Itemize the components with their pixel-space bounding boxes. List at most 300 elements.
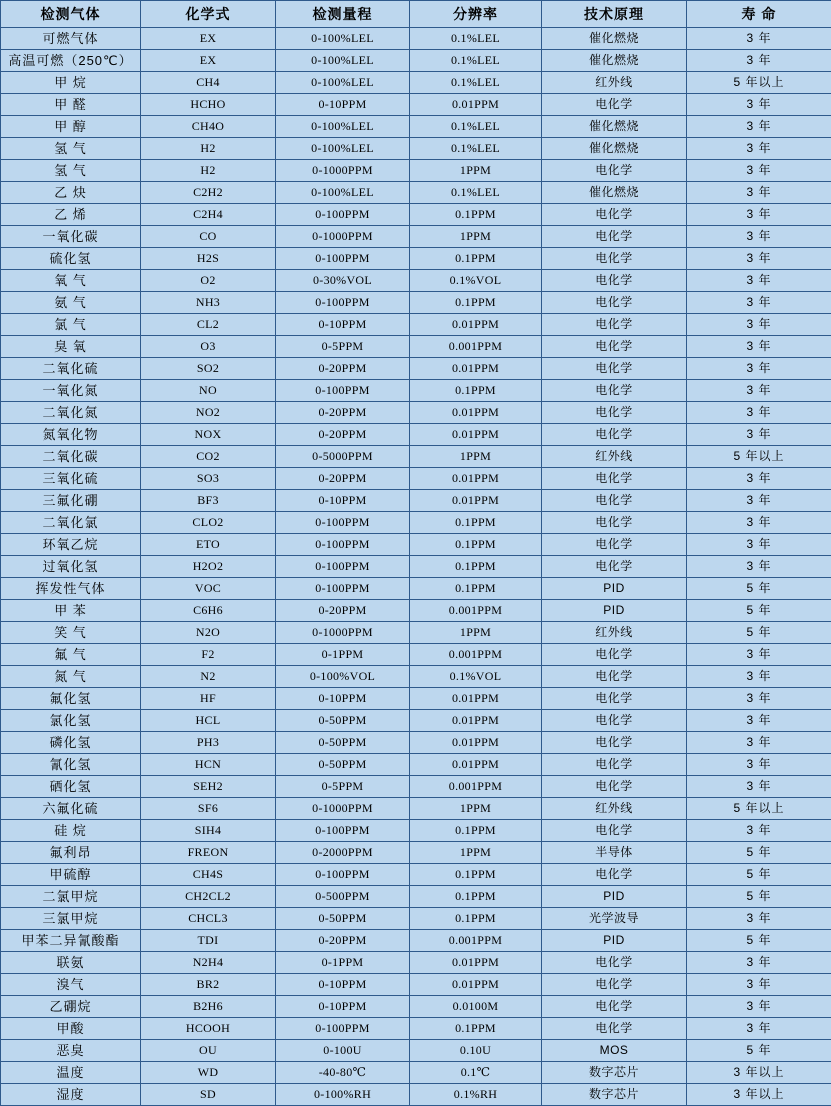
table-cell: 0-100PPM (276, 820, 410, 842)
table-cell: 0-100%RH (276, 1084, 410, 1106)
table-cell: 氰化氢 (1, 754, 141, 776)
table-cell: 0-100PPM (276, 248, 410, 270)
table-cell: NO2 (141, 402, 276, 424)
table-row (1, 732, 831, 754)
table-cell: 甲苯二异氰酸酯 (1, 930, 141, 952)
table-cell: 0-1000PPM (276, 622, 410, 644)
table-row (1, 644, 831, 666)
table-cell: N2 (141, 666, 276, 688)
table-cell: 0-100PPM (276, 204, 410, 226)
table-cell: 0.1℃ (410, 1062, 542, 1084)
table-cell: 甲 苯 (1, 600, 141, 622)
table-cell: NO (141, 380, 276, 402)
table-cell: 0-100%VOL (276, 666, 410, 688)
table-cell: 二氧化氯 (1, 512, 141, 534)
table-cell: 电化学 (542, 710, 687, 732)
table-cell: 0-50PPM (276, 710, 410, 732)
table-cell: 氟 气 (1, 644, 141, 666)
column-header-gas: 检测气体 (1, 1, 141, 28)
table-row (1, 622, 831, 644)
table-cell: 3 年 (687, 490, 831, 512)
table-cell: 二氯甲烷 (1, 886, 141, 908)
table-cell: H2S (141, 248, 276, 270)
table-header (1, 1, 831, 28)
table-cell: 0.1PPM (410, 908, 542, 930)
table-cell: 0-20PPM (276, 358, 410, 380)
table-row (1, 1018, 831, 1040)
table-cell: 电化学 (542, 534, 687, 556)
table-cell: 0.1%LEL (410, 50, 542, 72)
table-row (1, 28, 831, 50)
table-cell: 3 年 (687, 666, 831, 688)
table-cell: 0-20PPM (276, 468, 410, 490)
table-row (1, 930, 831, 952)
table-cell: 3 年 (687, 776, 831, 798)
table-cell: 氢 气 (1, 138, 141, 160)
table-row (1, 248, 831, 270)
table-cell: 0-100%LEL (276, 182, 410, 204)
header-row (1, 1, 831, 28)
table-row (1, 864, 831, 886)
table-cell: 0-100%LEL (276, 50, 410, 72)
table-cell: 3 年 (687, 292, 831, 314)
table-cell: 0.1%LEL (410, 28, 542, 50)
table-cell: 挥发性气体 (1, 578, 141, 600)
table-cell: 3 年 (687, 424, 831, 446)
table-cell: 0.10U (410, 1040, 542, 1062)
table-cell: SF6 (141, 798, 276, 820)
table-cell: 0.1%LEL (410, 116, 542, 138)
table-row (1, 490, 831, 512)
table-cell: 催化燃烧 (542, 138, 687, 160)
table-cell: 电化学 (542, 336, 687, 358)
table-cell: 3 年以上 (687, 1084, 831, 1106)
table-cell: CO (141, 226, 276, 248)
table-cell: PH3 (141, 732, 276, 754)
table-cell: 0.01PPM (410, 468, 542, 490)
table-cell: 电化学 (542, 292, 687, 314)
table-cell: C2H2 (141, 182, 276, 204)
table-cell: 0.01PPM (410, 688, 542, 710)
table-cell: 氮氧化物 (1, 424, 141, 446)
table-cell: WD (141, 1062, 276, 1084)
table-cell: 0-10PPM (276, 94, 410, 116)
table-row (1, 688, 831, 710)
table-cell: 3 年 (687, 270, 831, 292)
table-cell: 0.1PPM (410, 578, 542, 600)
table-cell: 0.001PPM (410, 776, 542, 798)
table-row (1, 402, 831, 424)
table-row (1, 94, 831, 116)
table-cell: 0.001PPM (410, 600, 542, 622)
table-cell: 0-100PPM (276, 556, 410, 578)
table-row (1, 974, 831, 996)
table-cell: 过氧化氢 (1, 556, 141, 578)
table-cell: 电化学 (542, 204, 687, 226)
table-cell: 0.01PPM (410, 424, 542, 446)
table-cell: 1PPM (410, 798, 542, 820)
table-cell: 可燃气体 (1, 28, 141, 50)
table-cell: 3 年 (687, 182, 831, 204)
table-cell: 3 年 (687, 468, 831, 490)
table-cell: 5 年 (687, 886, 831, 908)
table-cell: HCL (141, 710, 276, 732)
table-cell: 电化学 (542, 314, 687, 336)
table-cell: 硒化氢 (1, 776, 141, 798)
table-cell: C6H6 (141, 600, 276, 622)
table-row (1, 424, 831, 446)
table-cell: N2O (141, 622, 276, 644)
table-cell: 0-10PPM (276, 974, 410, 996)
table-cell: FREON (141, 842, 276, 864)
table-cell: 0-5PPM (276, 776, 410, 798)
table-cell: 3 年 (687, 1018, 831, 1040)
table-cell: 3 年 (687, 336, 831, 358)
table-cell: 1PPM (410, 446, 542, 468)
table-cell: 笑 气 (1, 622, 141, 644)
table-cell: 0-100%LEL (276, 116, 410, 138)
table-cell: 电化学 (542, 864, 687, 886)
table-row (1, 952, 831, 974)
table-row (1, 380, 831, 402)
table-cell: 氧 气 (1, 270, 141, 292)
table-cell: 0-20PPM (276, 402, 410, 424)
table-cell: BF3 (141, 490, 276, 512)
table-row (1, 468, 831, 490)
table-cell: 电化学 (542, 754, 687, 776)
table-row (1, 116, 831, 138)
table-cell: 红外线 (542, 72, 687, 94)
table-cell: 六氟化硫 (1, 798, 141, 820)
table-cell: 0-1000PPM (276, 160, 410, 182)
table-cell: TDI (141, 930, 276, 952)
table-cell: 0-100PPM (276, 1018, 410, 1040)
table-cell: H2O2 (141, 556, 276, 578)
table-cell: 0.01PPM (410, 710, 542, 732)
table-row (1, 798, 831, 820)
table-cell: 二氧化碳 (1, 446, 141, 468)
table-cell: 磷化氢 (1, 732, 141, 754)
table-row (1, 1040, 831, 1062)
table-cell: 电化学 (542, 666, 687, 688)
table-cell: 3 年 (687, 226, 831, 248)
table-cell: NOX (141, 424, 276, 446)
table-cell: 0.01PPM (410, 732, 542, 754)
table-cell: HCOOH (141, 1018, 276, 1040)
table-cell: 0.001PPM (410, 644, 542, 666)
table-row (1, 160, 831, 182)
table-cell: 0-500PPM (276, 886, 410, 908)
table-cell: -40-80℃ (276, 1062, 410, 1084)
table-cell: 3 年 (687, 94, 831, 116)
table-cell: 1PPM (410, 226, 542, 248)
table-cell: OU (141, 1040, 276, 1062)
table-cell: 一氧化碳 (1, 226, 141, 248)
table-cell: 电化学 (542, 820, 687, 842)
table-cell: 甲 醇 (1, 116, 141, 138)
table-cell: 氯化氢 (1, 710, 141, 732)
table-cell: 3 年 (687, 512, 831, 534)
table-cell: N2H4 (141, 952, 276, 974)
table-row (1, 182, 831, 204)
table-cell: 0.01PPM (410, 490, 542, 512)
table-cell: 5 年 (687, 622, 831, 644)
table-cell: 0-50PPM (276, 754, 410, 776)
table-cell: EX (141, 28, 276, 50)
table-cell: 0-1PPM (276, 644, 410, 666)
table-cell: 温度 (1, 1062, 141, 1084)
table-body (1, 28, 831, 1106)
table-cell: 电化学 (542, 512, 687, 534)
table-cell: 0-10PPM (276, 688, 410, 710)
table-cell: 三氯甲烷 (1, 908, 141, 930)
table-cell: 0.1%RH (410, 1084, 542, 1106)
table-cell: 0-1PPM (276, 952, 410, 974)
table-cell: MOS (542, 1040, 687, 1062)
table-cell: 0.1PPM (410, 534, 542, 556)
table-cell: O2 (141, 270, 276, 292)
table-cell: 数字芯片 (542, 1062, 687, 1084)
table-cell: 0-20PPM (276, 424, 410, 446)
table-cell: 二氧化硫 (1, 358, 141, 380)
table-cell: 催化燃烧 (542, 182, 687, 204)
table-cell: 0-1000PPM (276, 226, 410, 248)
table-cell: CHCL3 (141, 908, 276, 930)
table-cell: 0-20PPM (276, 930, 410, 952)
table-cell: 恶臭 (1, 1040, 141, 1062)
table-row (1, 358, 831, 380)
table-cell: 0-30%VOL (276, 270, 410, 292)
table-cell: H2 (141, 160, 276, 182)
table-cell: PID (542, 886, 687, 908)
table-cell: 0.1PPM (410, 1018, 542, 1040)
table-cell: SD (141, 1084, 276, 1106)
table-cell: H2 (141, 138, 276, 160)
table-row (1, 226, 831, 248)
table-cell: 3 年以上 (687, 1062, 831, 1084)
table-cell: HF (141, 688, 276, 710)
table-cell: CH4S (141, 864, 276, 886)
table-cell: 0-100PPM (276, 512, 410, 534)
table-cell: 3 年 (687, 688, 831, 710)
table-cell: F2 (141, 644, 276, 666)
table-cell: 乙 炔 (1, 182, 141, 204)
table-row (1, 534, 831, 556)
table-cell: 0.01PPM (410, 402, 542, 424)
table-row (1, 754, 831, 776)
table-row (1, 578, 831, 600)
table-cell: 5 年 (687, 930, 831, 952)
table-cell: 氟化氢 (1, 688, 141, 710)
table-cell: 3 年 (687, 556, 831, 578)
table-cell: 0-100%LEL (276, 138, 410, 160)
table-cell: 3 年 (687, 380, 831, 402)
table-cell: 0.1PPM (410, 512, 542, 534)
column-header-lifetime: 寿 命 (687, 1, 831, 28)
column-header-principle: 技术原理 (542, 1, 687, 28)
table-cell: CH4 (141, 72, 276, 94)
table-cell: 电化学 (542, 688, 687, 710)
table-cell: 电化学 (542, 974, 687, 996)
table-cell: 催化燃烧 (542, 50, 687, 72)
table-cell: 高温可燃（250℃） (1, 50, 141, 72)
table-cell: 0-100PPM (276, 292, 410, 314)
table-cell: 0.01PPM (410, 314, 542, 336)
table-cell: 催化燃烧 (542, 116, 687, 138)
table-cell: 0-2000PPM (276, 842, 410, 864)
table-cell: 5 年 (687, 864, 831, 886)
table-cell: 催化燃烧 (542, 28, 687, 50)
table-cell: 溴气 (1, 974, 141, 996)
table-cell: 电化学 (542, 160, 687, 182)
table-cell: 甲 烷 (1, 72, 141, 94)
table-cell: 电化学 (542, 732, 687, 754)
table-cell: 0.1%VOL (410, 666, 542, 688)
table-row (1, 50, 831, 72)
table-cell: 3 年 (687, 314, 831, 336)
table-cell: 3 年 (687, 996, 831, 1018)
table-cell: 0-100%LEL (276, 28, 410, 50)
table-cell: 3 年 (687, 644, 831, 666)
table-cell: 0.0100M (410, 996, 542, 1018)
table-cell: 0-5000PPM (276, 446, 410, 468)
table-cell: 电化学 (542, 270, 687, 292)
table-cell: 0.1PPM (410, 556, 542, 578)
table-cell: 二氧化氮 (1, 402, 141, 424)
table-cell: 0.1%LEL (410, 182, 542, 204)
table-cell: 0-100PPM (276, 864, 410, 886)
table-cell: 氨 气 (1, 292, 141, 314)
table-cell: 3 年 (687, 138, 831, 160)
table-cell: SO3 (141, 468, 276, 490)
table-cell: 5 年 (687, 1040, 831, 1062)
table-cell: 0.1PPM (410, 864, 542, 886)
table-cell: HCN (141, 754, 276, 776)
table-cell: 0-10PPM (276, 314, 410, 336)
table-cell: 电化学 (542, 226, 687, 248)
table-cell: 0.01PPM (410, 952, 542, 974)
table-cell: PID (542, 930, 687, 952)
table-row (1, 270, 831, 292)
table-cell: 5 年以上 (687, 446, 831, 468)
table-cell: 电化学 (542, 380, 687, 402)
table-row (1, 72, 831, 94)
table-cell: 0-20PPM (276, 600, 410, 622)
table-cell: 0.001PPM (410, 930, 542, 952)
table-cell: 0.1PPM (410, 204, 542, 226)
table-cell: 3 年 (687, 534, 831, 556)
table-cell: 氮 气 (1, 666, 141, 688)
table-cell: 电化学 (542, 402, 687, 424)
table-cell: 0.1PPM (410, 820, 542, 842)
table-cell: 0.001PPM (410, 336, 542, 358)
table-cell: C2H4 (141, 204, 276, 226)
table-cell: 电化学 (542, 556, 687, 578)
table-cell: 5 年以上 (687, 72, 831, 94)
table-cell: 1PPM (410, 842, 542, 864)
table-cell: 0.01PPM (410, 94, 542, 116)
table-cell: SO2 (141, 358, 276, 380)
table-cell: 5 年以上 (687, 798, 831, 820)
table-cell: CL2 (141, 314, 276, 336)
table-cell: SEH2 (141, 776, 276, 798)
table-cell: 联氨 (1, 952, 141, 974)
table-cell: 0-5PPM (276, 336, 410, 358)
table-row (1, 996, 831, 1018)
table-cell: 0-10PPM (276, 996, 410, 1018)
table-cell: NH3 (141, 292, 276, 314)
table-cell: CO2 (141, 446, 276, 468)
table-cell: 光学波导 (542, 908, 687, 930)
table-cell: 0.1%LEL (410, 72, 542, 94)
table-row (1, 138, 831, 160)
table-cell: 电化学 (542, 358, 687, 380)
table-cell: 0-100PPM (276, 578, 410, 600)
table-cell: PID (542, 600, 687, 622)
table-cell: 电化学 (542, 776, 687, 798)
table-cell: 1PPM (410, 622, 542, 644)
table-cell: 3 年 (687, 754, 831, 776)
table-cell: EX (141, 50, 276, 72)
table-cell: 数字芯片 (542, 1084, 687, 1106)
table-cell: ETO (141, 534, 276, 556)
table-cell: 3 年 (687, 952, 831, 974)
table-row (1, 446, 831, 468)
table-cell: 0.1PPM (410, 380, 542, 402)
table-cell: CH2CL2 (141, 886, 276, 908)
table-cell: 甲酸 (1, 1018, 141, 1040)
table-cell: 电化学 (542, 94, 687, 116)
table-cell: 3 年 (687, 358, 831, 380)
table-cell: CH4O (141, 116, 276, 138)
table-cell: 三氧化硫 (1, 468, 141, 490)
table-row (1, 314, 831, 336)
table-cell: 0.1%LEL (410, 138, 542, 160)
table-cell: 0.1PPM (410, 886, 542, 908)
column-header-range: 检测量程 (276, 1, 410, 28)
table-cell: 电化学 (542, 996, 687, 1018)
table-cell: 0.01PPM (410, 754, 542, 776)
table-cell: 一氧化氮 (1, 380, 141, 402)
table-row (1, 886, 831, 908)
table-cell: 三氟化硼 (1, 490, 141, 512)
table-cell: 0-50PPM (276, 732, 410, 754)
table-cell: 硫化氢 (1, 248, 141, 270)
table-cell: 0.01PPM (410, 974, 542, 996)
table-cell: 5 年 (687, 578, 831, 600)
table-cell: 红外线 (542, 622, 687, 644)
table-cell: 甲硫醇 (1, 864, 141, 886)
table-row (1, 776, 831, 798)
table-cell: 3 年 (687, 710, 831, 732)
table-cell: O3 (141, 336, 276, 358)
table-cell: 0-100%LEL (276, 72, 410, 94)
table-row (1, 710, 831, 732)
table-cell: 1PPM (410, 160, 542, 182)
table-cell: 0.1%VOL (410, 270, 542, 292)
table-cell: 红外线 (542, 446, 687, 468)
table-cell: 0.01PPM (410, 358, 542, 380)
table-cell: VOC (141, 578, 276, 600)
table-row (1, 204, 831, 226)
table-cell: 3 年 (687, 820, 831, 842)
table-cell: 电化学 (542, 644, 687, 666)
table-cell: 0-100PPM (276, 380, 410, 402)
table-cell: 氟利昂 (1, 842, 141, 864)
table-cell: 电化学 (542, 490, 687, 512)
table-cell: 3 年 (687, 908, 831, 930)
table-cell: HCHO (141, 94, 276, 116)
